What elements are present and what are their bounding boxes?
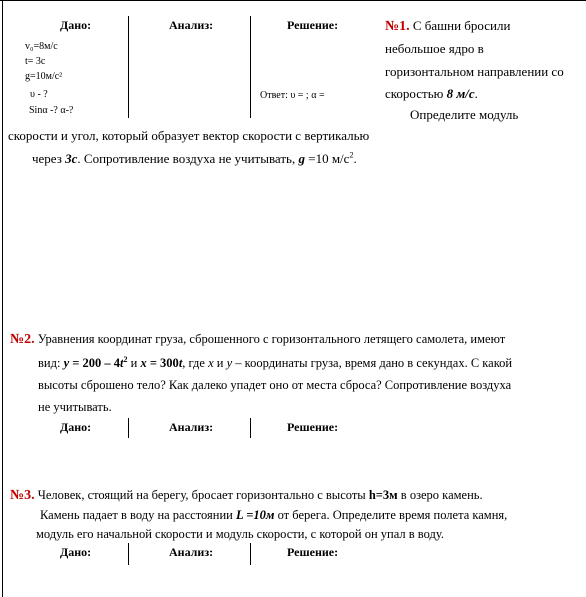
p1-given-t: t= 3с — [25, 56, 46, 67]
p3-line1: №3. Человек, стоящий на берегу, бросает горизонтально с высоты h=3м в озеро камень. — [10, 488, 483, 503]
p1-line6: скорости и угол, который образует вектор скорости с вертикалью — [8, 128, 370, 143]
p1-answer: Ответ: υ = ; α = — [260, 90, 325, 101]
p1-line1: №1. С башни бросили — [385, 18, 511, 34]
p2-line2: вид: $y = 200 - 4t^2$ и x = 300t, где x и y – координаты груза, время дано в секундах. С какой — [38, 354, 513, 370]
p1-line2: небольшое ядро в — [385, 41, 484, 56]
p1-given-header: Дано: — [60, 18, 92, 32]
page-top-border — [0, 0, 586, 1]
p2-analysis-header: Анализ: — [169, 420, 214, 434]
p1-line3: горизонтальном направлении со — [385, 64, 564, 79]
p3-divider-2 — [250, 543, 251, 565]
p1-line7: через 3с. Сопротивление воздуха не учитывать, g =10 $м/с^2$. — [32, 150, 357, 166]
p1-line5: Определите модуль — [410, 107, 519, 122]
p1-line4: скоростью 8 м/с. — [385, 86, 478, 101]
page-left-border — [2, 0, 3, 597]
p3-number: №3. — [10, 488, 35, 503]
p2-line3: высоты сброшено тело? Как далеко упадет оно от места сброса? Сопротивление воздуха — [38, 378, 512, 392]
p1-given-v0: v₀=8м/с — [25, 41, 58, 52]
p3-divider-1 — [128, 543, 129, 565]
p1-solution-header: Решение: — [287, 18, 339, 32]
p3-line2: Камень падает в воду на расстоянии L =10м от берега. Определите время полета камня, — [40, 508, 508, 522]
p3-analysis-header: Анализ: — [169, 545, 214, 559]
p1-number: №1. — [385, 19, 410, 34]
p3-line3: модуль его начальной скорости и модуль скорости, с которой он упал в воду. — [36, 527, 444, 541]
p2-divider-2 — [250, 418, 251, 438]
p1-analysis-header: Анализ: — [169, 18, 214, 32]
p3-given-header: Дано: — [60, 545, 92, 559]
p2-solution-header: Решение: — [287, 420, 339, 434]
p1-divider-2 — [250, 16, 251, 118]
p1-given-v: υ - ? — [30, 89, 48, 100]
p1-given-g: g=10м/с² — [25, 71, 63, 82]
p3-solution-header: Решение: — [287, 545, 339, 559]
p2-given-header: Дано: — [60, 420, 92, 434]
p2-line4: не учитывать. — [38, 400, 112, 414]
p1-given-sin: Sinα -? α-? — [29, 105, 74, 116]
p2-number: №2. — [10, 332, 35, 347]
p1-divider-1 — [128, 16, 129, 118]
p2-divider-1 — [128, 418, 129, 438]
p2-line1: №2. Уравнения координат груза, сброшенного с горизонтального летящего самолета, имеют — [10, 332, 506, 347]
